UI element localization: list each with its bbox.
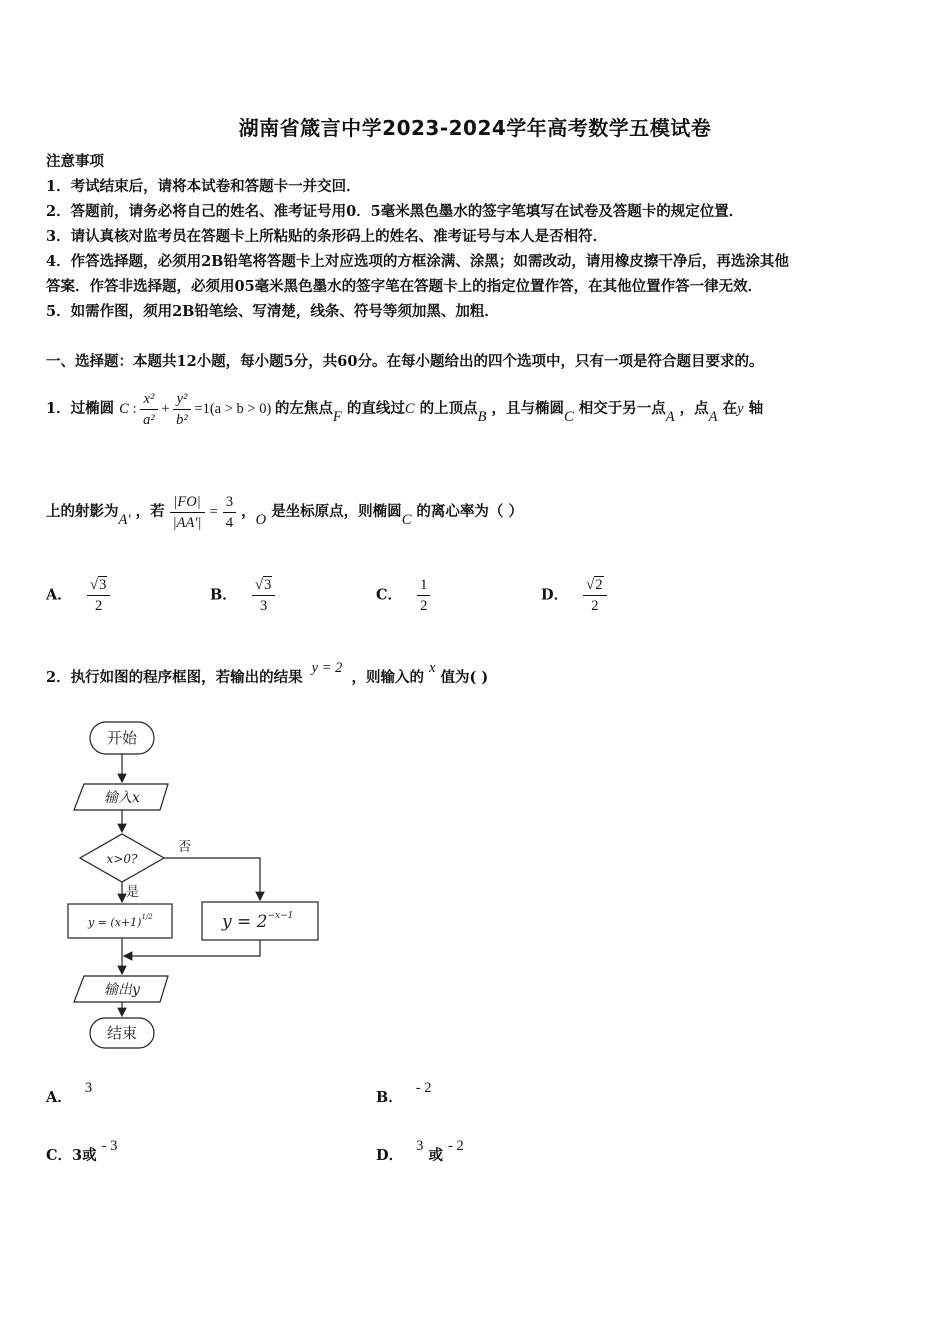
notice-item-2: 2．答题前，请务必将自己的姓名、准考证号用0．5毫米黑色墨水的签字笔填写在试卷及答题卡的规定位置．: [46, 203, 744, 220]
frac-3-4: $\frac{3}{4}$: [223, 492, 236, 533]
question-2: 2．执行如图的程序框图，若输出的结果 y = 2 ，则输入的 x 值为( ): [46, 660, 489, 686]
right-box-formula: $y = 2^{-x-1}$: [222, 911, 294, 932]
notice-heading: 注意事项: [46, 153, 104, 170]
q1-option-b[interactable]: B． $\frac{√3}{3}$: [210, 575, 275, 616]
yes-label: 是: [126, 885, 140, 900]
notice-item-3: 3．请认真核对监考员在答题卡上所粘贴的条形码上的姓名、准考证号与本人是否相符．: [46, 228, 608, 245]
left-box-formula: $y = (x+1)^{1/2}$: [88, 913, 153, 929]
frac-fo-aa: $\frac{|FO|}{|AA'|}$: [170, 492, 205, 533]
notice-item-4: 4．作答选择题，必须用2B铅笔将答题卡上对应选项的方框涂满、涂黑；如需改动，请用橡皮擦干净后，再选涂其他: [46, 253, 789, 270]
frac-x2-a2: $\frac{\text{x²}}{\text{a²}}$: [140, 389, 158, 430]
input-label: 输入x: [104, 790, 140, 806]
section-heading: 一、选择题：本题共12小题，每小题5分，共60分。在每小题给出的四个选项中，只有一项是符合题目要求的。: [46, 353, 764, 370]
q2-option-b[interactable]: B． - 2: [376, 1080, 432, 1106]
notice-item-4-cont: 答案．作答非选择题，必须用05毫米黑色墨水的签字笔在答题卡上的指定位置作答，在其他位置作答一律无效．: [46, 278, 763, 295]
start-label: 开始: [106, 729, 138, 747]
notice-item-5: 5．如需作图，须用2B铅笔绘、写清楚，线条、符号等须加黑、加粗．: [46, 303, 499, 320]
q1-option-a[interactable]: A． $\frac{√3}{2}$: [46, 575, 110, 616]
q2-option-c[interactable]: C．3或 - 3: [46, 1138, 118, 1164]
frac-y2-b2: $\frac{\text{y²}}{\text{b²}}$: [173, 389, 191, 430]
question-1-line-2: 上的射影为A′ ，若 $\frac{|FO|}{|AA'|}$ = $\frac{3}{4}$ ，O 是坐标原点，则椭圆C 的离心率为（ ）: [46, 493, 523, 531]
flowchart: [60, 712, 330, 1057]
q1-option-d[interactable]: D． $\frac{√2}{2}$: [541, 575, 607, 616]
notice-item-1: 1．考试结束后，请将本试卷和答题卡一并交回．: [46, 178, 361, 195]
q1-option-c[interactable]: C． $\frac{1}{2}$: [376, 575, 430, 616]
q2-option-a[interactable]: A． 3: [46, 1080, 93, 1106]
question-1-line-1: 1．过椭圆 C : $\frac{\text{x²}}{\text{a²}}$ + $\frac{\text{y²}}{\text{b²}}$ =1(a > b > 0) 的左焦点F 的直线过C 的上顶点B ，且与椭圆C 相交于另一点A ，点A 在y 轴: [46, 391, 764, 429]
q1-number: 1．过椭圆: [46, 400, 115, 417]
end-label: 结束: [106, 1024, 138, 1042]
q2-option-d[interactable]: D． 3 或 - 2: [376, 1138, 464, 1164]
no-label: 否: [178, 840, 192, 855]
condition-label: x>0?: [106, 852, 138, 866]
ellipse-equation: C : $\frac{\text{x²}}{\text{a²}}$ + $\frac{\text{y²}}{\text{b²}}$ =1(a > b > 0): [119, 391, 272, 429]
page-title: 湖南省箴言中学2023-2024学年高考数学五模试卷: [238, 116, 712, 140]
output-label: 输出y: [104, 982, 140, 998]
